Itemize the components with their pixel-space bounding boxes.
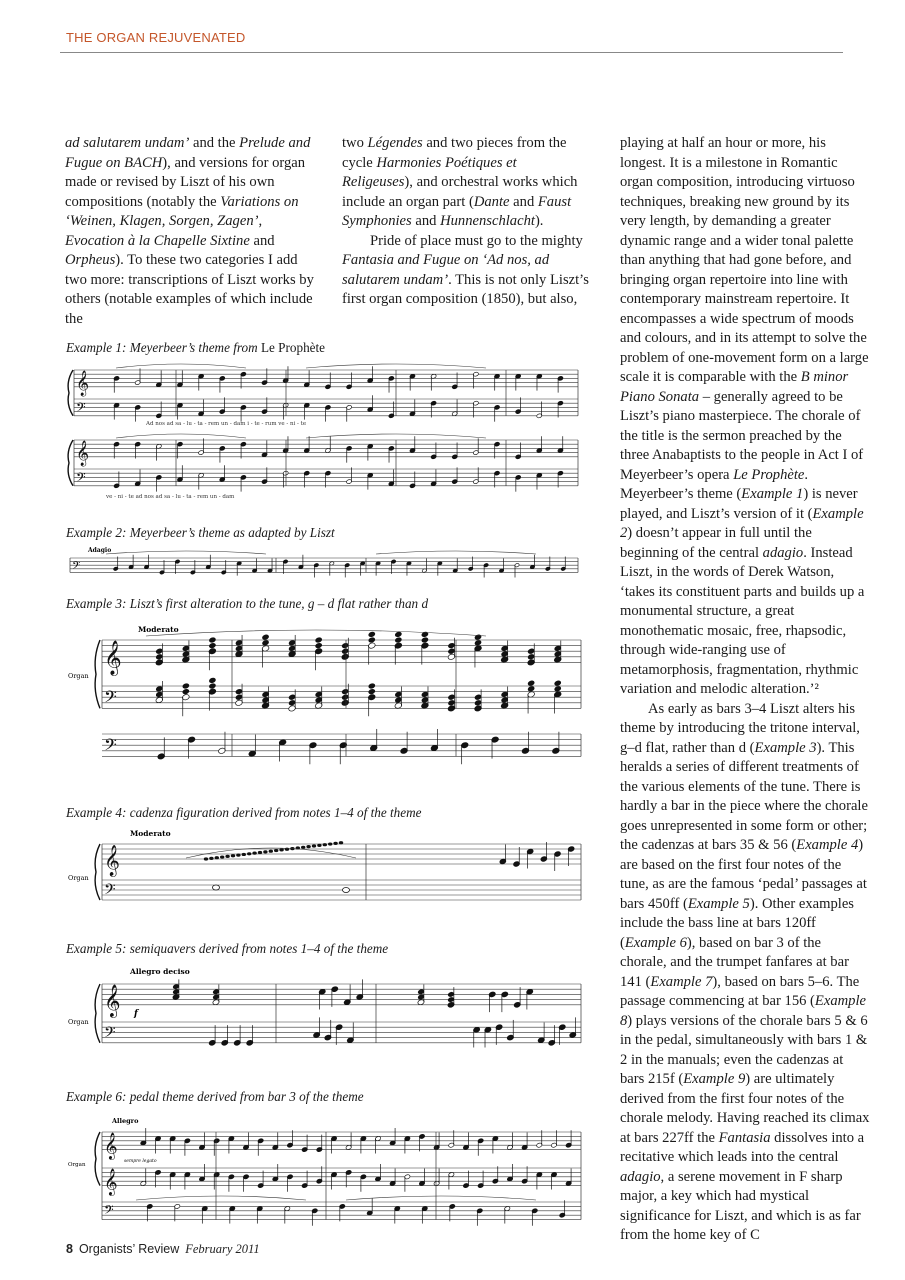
note-head	[225, 855, 229, 858]
italic-text: Légendes	[367, 135, 423, 151]
note-head	[421, 631, 429, 638]
italic-text: Fantasia and Fugue on ‘Ad nos, ad salutarem undam’	[342, 252, 550, 288]
tempo-marking: Allegro	[112, 1117, 139, 1125]
text-run: ) are ultimately derived from the first four notes of the chorale melody. Having reached its climax at bars 227ff the	[620, 1071, 870, 1146]
note-head	[208, 642, 216, 649]
bass-clef: 𝄢	[76, 469, 86, 488]
bass-clef: 𝄢	[104, 734, 117, 759]
note-head	[339, 841, 343, 844]
score-example-1	[66, 362, 581, 502]
italic-text: Example 7	[650, 973, 713, 990]
text-run: ). To these two categories I add two more: transcriptions of Liszt works by others (notable examples of which include the	[65, 252, 314, 327]
slur	[146, 630, 486, 636]
text-column-1	[65, 134, 315, 329]
note-head	[209, 857, 213, 860]
treble-clef: 𝄞	[104, 983, 121, 1017]
page-number: 8	[66, 1242, 73, 1256]
text-run: and the	[189, 135, 240, 151]
italic-text: Example 4	[796, 837, 859, 853]
system-brace	[95, 844, 100, 900]
slur	[116, 364, 246, 368]
text-run: ) is never played, and Liszt’s version of it (	[620, 486, 858, 522]
page-footer	[66, 1242, 260, 1257]
text-run: ).	[534, 213, 544, 229]
paragraph	[620, 700, 870, 1246]
slur	[136, 1196, 306, 1200]
text-run: ), based on bars 5–6. The passage commencing at bar 156 (	[620, 973, 860, 1009]
italic-text: Variations on ‘Weinen, Klagen, Sorgen, Zagen’	[65, 193, 299, 229]
note-head	[274, 849, 278, 852]
italic-text: Hunnenschlacht	[440, 213, 535, 229]
text-run: ) plays versions of the chorale bars 5 & 6 in the pedal, simultaneously with bars 1 & 2 in the manuals; even the cadenzas at bars 215f (	[620, 1012, 868, 1087]
note-head	[368, 631, 376, 638]
text-run: – generally agreed to be Liszt’s piano masterpiece. The chorale of the title is the sermon preached by the three Anabaptists to the people in Act I of Meyerbeer’s opera	[620, 388, 864, 483]
italic-text: Orpheus	[65, 252, 116, 268]
text-run: ), and versions for organ made or revised by Liszt of his own compositions (notably the	[65, 154, 306, 210]
instrument-label: Organ	[68, 1018, 89, 1026]
italic-text: adagio	[762, 544, 804, 561]
score-example-5	[66, 966, 586, 1056]
text-run: two	[342, 135, 368, 151]
example-2-caption: Example 2: Meyerbeer’s theme as adapted by Liszt	[66, 525, 335, 540]
italic-text: Fantasia	[718, 1129, 771, 1146]
instrument-label: Organ	[68, 874, 89, 882]
dynamic-marking: f	[134, 1009, 138, 1019]
note-head	[182, 682, 190, 689]
tempo-marking: Adagio	[88, 547, 112, 554]
note-head	[317, 844, 321, 847]
note-head	[394, 636, 402, 643]
note-head	[220, 855, 224, 858]
score-example-3	[66, 622, 586, 774]
note-head	[215, 856, 219, 859]
italic-text: Example 2	[620, 505, 864, 541]
note-head	[474, 634, 482, 641]
note-head	[279, 848, 283, 851]
text-run: ). This heralds a series of different treatments of the various elements of the tune. There is hardly a bar in the piece where the chorale goes unrepresented in some form or other; the cadenzas at bars 35 & 56 (	[620, 739, 868, 853]
treble-clef: 𝄞	[104, 1169, 118, 1196]
slur	[346, 1196, 536, 1200]
system-brace	[68, 440, 73, 486]
text-run: ) doesn’t appear in full until the beginning of the central	[620, 525, 812, 561]
treble-clef: 𝄞	[104, 845, 120, 876]
example-3-score	[66, 622, 586, 774]
text-run: and	[509, 193, 538, 210]
note-head	[527, 680, 535, 687]
italic-text: Example 5	[687, 895, 750, 912]
expression-marking: sempre legato	[124, 1159, 157, 1164]
example-5-score	[66, 966, 586, 1056]
text-run: and two pieces from the cycle	[342, 135, 567, 171]
text-run: As early as bars 3–4 Liszt alters his theme by introducing the tritone interval, g–d flat, rather than d (	[620, 700, 860, 756]
header-rule	[60, 52, 843, 53]
lyrics-line: Ad nos ad sa - lu - ta - rem un - dam i - te - rum ve - ni - te	[146, 421, 307, 427]
treble-clef: 𝄞	[76, 370, 90, 396]
italic-text: ad salutarem undam’	[65, 135, 190, 151]
note-head	[474, 639, 482, 646]
slur	[306, 364, 486, 368]
note-head	[368, 636, 376, 643]
note-head	[261, 634, 269, 641]
italic-text: B minor Piano Sonata	[620, 369, 849, 405]
example-5-caption: Example 5: semiquavers derived from notes 1–4 of the theme	[66, 941, 389, 956]
note-head	[323, 843, 327, 846]
slur	[376, 551, 536, 554]
note-head	[315, 642, 323, 649]
publication-name: Organists’ Review	[78, 1242, 180, 1256]
treble-clef: 𝄞	[104, 640, 122, 676]
note-head	[231, 854, 235, 857]
text-run: . This is not only Liszt’s first organ composition (1850), but also,	[342, 271, 589, 307]
note-head	[306, 845, 310, 848]
note-head	[261, 639, 269, 646]
note-head	[312, 844, 316, 847]
score-example-2	[66, 548, 581, 580]
bass-clef: 𝄢	[104, 1023, 116, 1045]
paragraph	[65, 134, 315, 329]
example-6-score	[66, 1114, 586, 1224]
bass-clef: 𝄢	[104, 881, 116, 902]
note-head	[269, 850, 273, 853]
text-run: ), based on bar 3 of the chorale, and the trumpet fanfares at bar 141 (	[620, 934, 849, 990]
treble-clef: 𝄞	[76, 440, 90, 466]
tempo-marking: Moderato	[130, 829, 171, 838]
text-run: ). Other examples include the bass line at bars 120ff (	[620, 895, 854, 951]
italic-text: Example 1	[741, 486, 804, 502]
tempo-marking: Moderato	[138, 625, 179, 634]
example-1-score	[66, 362, 581, 502]
note-head	[333, 842, 337, 845]
bass-clef: 𝄢	[76, 399, 86, 418]
italic-text: adagio	[620, 1168, 661, 1185]
text-run: dissolves into a recitative which leads into the central	[620, 1129, 865, 1165]
text-run: ), and orchestral works which include an organ part (	[342, 174, 578, 210]
example-6-caption: Example 6: pedal theme derived from bar 3 of the theme	[66, 1089, 364, 1104]
example-4-caption: Example 4: cadenza figuration derived from notes 1–4 of the theme	[66, 805, 422, 820]
paragraph	[620, 134, 870, 700]
paragraph	[342, 232, 590, 310]
note-head	[263, 850, 267, 853]
note-head	[242, 853, 246, 856]
note-head	[343, 888, 350, 893]
italic-text: Example 6	[624, 934, 687, 951]
text-run: . Instead Liszt, in the words of Derek Watson, ‘takes its constituent parts and builds up a monumental structure, a great monothematic mosaic, free, rhapsodic, through wide-ranging use of metamorphosis, fragmentation, rhythmic variation and melodic alteration.’²	[620, 544, 865, 697]
italic-text: Prelude and Fugue on BACH	[65, 135, 311, 171]
slur	[186, 848, 356, 858]
note-head	[258, 851, 262, 854]
paragraph	[342, 134, 590, 232]
note-head	[208, 636, 216, 643]
note-head	[252, 852, 256, 855]
bass-clef: 𝄢	[104, 686, 117, 711]
italic-text: Example 8	[620, 993, 866, 1029]
bass-clef: 𝄢	[72, 559, 81, 575]
note-head	[247, 852, 251, 855]
text-run: playing at half an hour or more, his longest. It is a milestone in Romantic organ composition, introducing virtuoso techniques, breaking new ground by its very length, by demanding a greater dynamic range and a wider tonal palette than anything that had gone before, and bringing organ repertoire into line with contemporary mainstream repertoire. It encompasses a wide spectrum of moods and colours, and in its attempt to solve the problem of one-movement form on a large scale it is comparable with the	[620, 135, 869, 385]
text-column-2	[342, 134, 590, 310]
example-2-score	[66, 548, 581, 580]
note-head	[208, 682, 216, 689]
note-head	[394, 631, 402, 638]
text-run: . Meyerbeer’s theme (	[620, 466, 809, 502]
slur	[306, 434, 486, 438]
text-run: ,	[258, 213, 263, 229]
text-column-3	[620, 134, 870, 1246]
italic-text: Example 9	[683, 1071, 746, 1087]
text-run: and	[249, 232, 275, 249]
slur	[116, 434, 246, 438]
issue-date: February 2011	[185, 1242, 260, 1256]
italic-text: Example 3	[754, 739, 817, 756]
instrument-label: Organ	[68, 1162, 86, 1168]
example-1-caption: Example 1: Meyerbeer’s theme from Le Prophète	[66, 340, 326, 355]
note-head	[204, 857, 208, 860]
italic-text: Le Prophète	[733, 466, 805, 483]
note-head	[368, 688, 376, 695]
note-head	[213, 885, 220, 890]
score-example-4	[66, 828, 586, 916]
example-4-score	[66, 828, 586, 916]
tempo-marking: Allegro deciso	[130, 967, 190, 976]
running-header: THE ORGAN REJUVENATED	[66, 30, 246, 45]
instrument-label: Organ	[68, 672, 89, 680]
note-head	[208, 677, 216, 684]
italic-text: Faust Symphonies	[342, 193, 572, 229]
text-run: , a serene movement in F sharp major, a key which had mystical significance for Liszt, and which is as far from the home key of C	[620, 1168, 861, 1243]
system-brace	[68, 370, 73, 416]
note-head	[182, 688, 190, 695]
note-head	[315, 636, 323, 643]
note-head	[527, 685, 535, 692]
note-head	[554, 680, 562, 687]
lyrics-line: ve - ni - te ad nos ad sa - lu - ta - rem un - dam	[106, 494, 235, 500]
score-example-6	[66, 1114, 586, 1224]
text-run: and	[411, 213, 441, 229]
italic-text: Dante	[473, 193, 510, 210]
system-brace	[95, 984, 100, 1043]
text-run: Pride of place must go to the mighty	[370, 232, 583, 249]
italic-text: Harmonies Poétiques et Religeuses	[342, 154, 517, 190]
note-head	[368, 682, 376, 689]
example-3-caption: Example 3: Liszt’s first alteration to the tune, g – d flat rather than d	[66, 596, 429, 611]
italic-text: Evocation à la Chapelle Sixtine	[65, 232, 250, 249]
note-head	[236, 854, 240, 857]
system-brace	[95, 640, 100, 708]
note-head	[328, 842, 332, 845]
note-head	[554, 685, 562, 692]
note-head	[421, 636, 429, 643]
treble-clef: 𝄞	[104, 1133, 118, 1160]
slur	[106, 551, 266, 554]
system-brace	[95, 1132, 100, 1186]
bass-clef: 𝄢	[104, 1202, 114, 1221]
note-head	[301, 846, 305, 849]
text-run: ) are based on the first four notes of the tune, as are the famous ‘pedal’ passages at bars 450ff (	[620, 837, 867, 912]
